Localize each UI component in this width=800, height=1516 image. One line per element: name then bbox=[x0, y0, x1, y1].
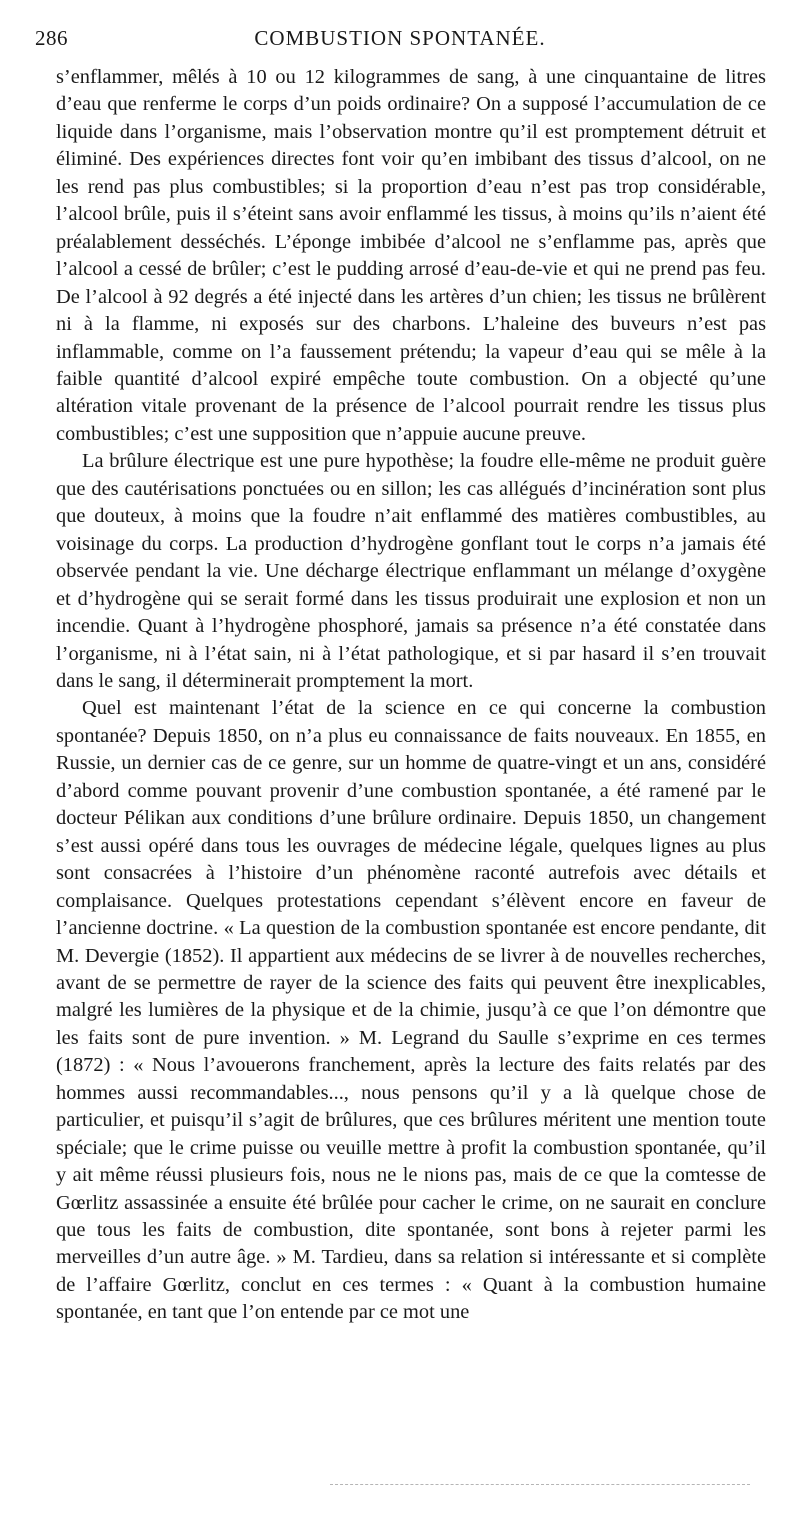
running-head bbox=[35, 26, 765, 60]
running-title: COMBUSTION SPONTANÉE. bbox=[254, 26, 546, 50]
page-number: 286 bbox=[35, 26, 68, 50]
footer-rule bbox=[330, 1484, 750, 1485]
body-text bbox=[56, 64, 766, 1327]
paragraph-electric-burn: La brûlure électrique est une pure hypothèse; la foudre elle-même ne produit guère que des cautérisations ponctuées ou en sillon; les cas allégués d’incinération sont plus que douteux, à moins que la foudre n’ait enflammé des matières combustibles, au voisinage du corps. La production d’hydrogène gonflant tout le corps n’a jamais été observée pendant la vie. Une décharge électrique enflammant un mélange d’oxygène et d’hydrogène qui se serait formé dans les tissus produirait une explosion et non un incendie. Quant à l’hydrogène phosphoré, jamais sa présence n’a été constatée dans l’organisme, ni à l’état sain, ni à l’état pathologique, et si par hasard il s’en trouvait dans le sang, il déterminerait promptement la mort. bbox=[56, 450, 766, 692]
paragraph-continued: s’enflammer, mêlés à 10 ou 12 kilogrammes de sang, à une cinquantaine de litres d’eau que renferme le corps d’un poids ordinaire? On a supposé l’accumulation de ce liquide dans l’organisme, mais l’observation montre qu’il est promptement détruit et éliminé. Des expériences directes font voir qu’en imbibant des tissus d’alcool, on ne les rend pas plus combustibles; si la proportion d’eau n’est pas trop considérable, l’alcool brûle, puis il s’éteint sans avoir enflammé les tissus, à moins qu’ils n’aient été préalablement desséchés. L’éponge imbibée d’alcool ne s’enflamme pas, après que l’alcool a cessé de brûler; c’est le pudding arrosé d’eau-de-vie et qui ne prend pas feu. De l’alcool à 92 degrés a été injecté dans les artères d’un chien; les tissus ne brûlèrent ni à la flamme, ni exposés sur des charbons. L’haleine des buveurs n’est pas inflammable, comme on l’a faussement prétendu; la vapeur d’eau qui se mêle à la faible quantité d’alcool expiré empêche toute combustion. On a objecté qu’une altération vitale provenant de la présence de l’alcool pourrait rendre les tissus plus combustibles; c’est une supposition que n’appuie aucune preuve. bbox=[56, 66, 766, 445]
paragraph-state-of-science: Quel est maintenant l’état de la science en ce qui concerne la combustion spontanée? Depuis 1850, on n’a plus eu connaissance de faits nouveaux. En 1855, en Russie, un dernier cas de ce genre, sur un homme de quatre-vingt et un ans, considéré d’abord comme pouvant provenir d’une combustion spontanée, a été ramené par le docteur Pélikan aux conditions d’une brûlure ordinaire. Depuis 1850, un changement s’est aussi opéré dans tous les ouvrages de médecine légale, quelques lignes au plus sont consacrées à l’histoire d’un phénomène raconté autrefois avec détails et complaisance. Quelques protestations cependant s’élèvent encore en faveur de l’ancienne doctrine. « La question de la combustion spontanée est encore pendante, dit M. Devergie (1852). Il appartient aux médecins de se livrer à de nouvelles recherches, avant de se permettre de rayer de la science des faits qui peuvent être inexplicables, malgré les lumières de la physique et de la chimie, jusqu’à ce que l’on démontre que les faits sont de pure invention. » M. Legrand du Saulle s’exprime en ces termes (1872) : « Nous l’avouerons franchement, après la lecture des faits relatés par des hommes aussi recommandables..., nous pensons qu’il y a là quelque chose de particulier, et puisqu’il s’agit de brûlures, que ces brûlures méritent une mention toute spéciale; que le crime puisse ou veuille mettre à profit la combustion spontanée, qu’il y ait même réussi plusieurs fois, nous ne le nions pas, mais de ce que la comtesse de Gœrlitz assassinée a ensuite été brûlée pour cacher le crime, on ne saurait en conclure que tous les faits de combustion, dite spontanée, sont bons à rejeter parmi les merveilles d’un autre âge. » M. Tardieu, dans sa relation si intéressante et si complète de l’affaire Gœrlitz, conclut en ces termes : « Quant à la combustion humaine spontanée, en tant que l’on entende par ce mot une bbox=[56, 697, 766, 1324]
